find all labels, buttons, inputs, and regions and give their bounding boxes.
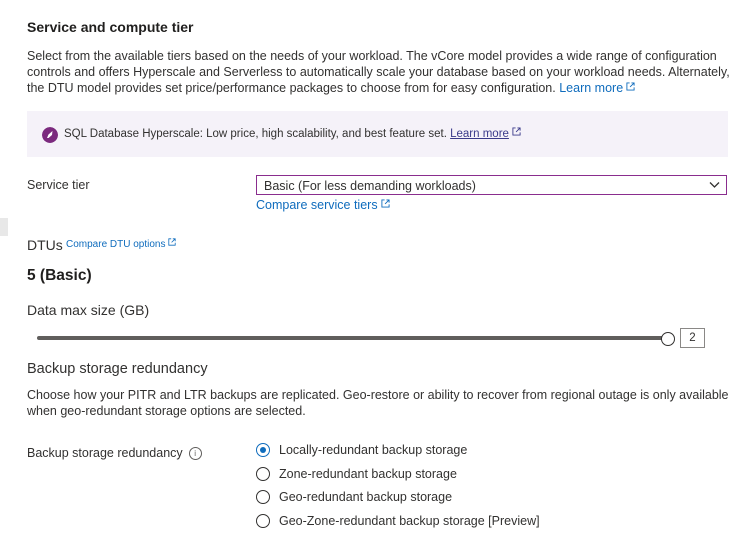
external-link-icon	[512, 127, 521, 136]
dtus-label: DTUs	[27, 237, 63, 253]
backup-option-locally-redundant[interactable]	[256, 443, 467, 457]
data-max-size-slider-thumb[interactable]	[661, 332, 675, 346]
backup-option-geo-zone-redundant[interactable]	[256, 514, 540, 528]
rocket-icon	[42, 127, 58, 143]
radio-icon[interactable]	[256, 514, 270, 528]
radio-icon[interactable]	[256, 490, 270, 504]
compare-service-tiers	[256, 198, 390, 212]
section-title: Service and compute tier	[27, 19, 194, 35]
data-max-size-slider-track[interactable]	[37, 336, 668, 340]
data-max-size-label: Data max size (GB)	[27, 302, 150, 318]
chevron-down-icon	[709, 181, 720, 189]
learn-more-link[interactable]: Learn more	[559, 81, 635, 95]
external-link-icon	[381, 199, 390, 208]
backup-option-geo-redundant[interactable]	[256, 490, 452, 504]
backup-redundancy-description: Choose how your PITR and LTR backups are replicated. Geo-restore or ability to recover from regional outage is only available when geo-redundant storage options are selected.	[27, 388, 729, 418]
compare-dtu-options-link[interactable]: Compare DTU options	[66, 239, 176, 250]
banner-text: SQL Database Hyperscale: Low price, high scalability, and best feature set.	[64, 128, 447, 140]
service-tier-dropdown[interactable]	[256, 175, 727, 195]
service-tier-label: Service tier	[27, 178, 90, 192]
service-tier-value: Basic (For less demanding workloads)	[264, 179, 476, 193]
banner-message	[64, 127, 521, 140]
backup-option-label: Geo-redundant backup storage	[279, 490, 453, 504]
section-description	[27, 48, 733, 96]
external-link-icon	[626, 82, 635, 91]
info-icon[interactable]: i	[189, 447, 202, 460]
backup-option-label: Zone-redundant backup storage	[279, 467, 457, 481]
radio-selected-icon[interactable]	[256, 443, 270, 457]
backup-option-label: Geo-Zone-redundant backup storage [Preview]	[279, 514, 540, 528]
backup-option-zone-redundant[interactable]	[256, 467, 457, 481]
external-link-icon	[168, 238, 176, 246]
compare-service-tiers-link[interactable]: Compare service tiers	[256, 198, 390, 212]
data-max-size-input[interactable]: 2	[680, 328, 705, 348]
section-description-text: Select from the available tiers based on the needs of your workload. The vCore model provides a wide range of configuration controls and offers Hyperscale and Serverless to automatically scale your database based on your workload needs. Alternately, the DTU model provides set price/performance packages to choose from for easy configuration.	[27, 49, 730, 95]
compare-dtu-options	[66, 238, 176, 250]
backup-redundancy-heading: Backup storage redundancy	[27, 361, 208, 377]
scroll-edge	[0, 218, 8, 236]
radio-icon[interactable]	[256, 467, 270, 481]
backup-option-label: Locally-redundant backup storage	[279, 443, 468, 457]
backup-redundancy-label-text: Backup storage redundancy	[27, 446, 183, 460]
backup-redundancy-field-label	[27, 446, 202, 460]
banner-learn-more-link[interactable]: Learn more	[450, 128, 509, 140]
dtu-value: 5 (Basic)	[27, 267, 92, 284]
